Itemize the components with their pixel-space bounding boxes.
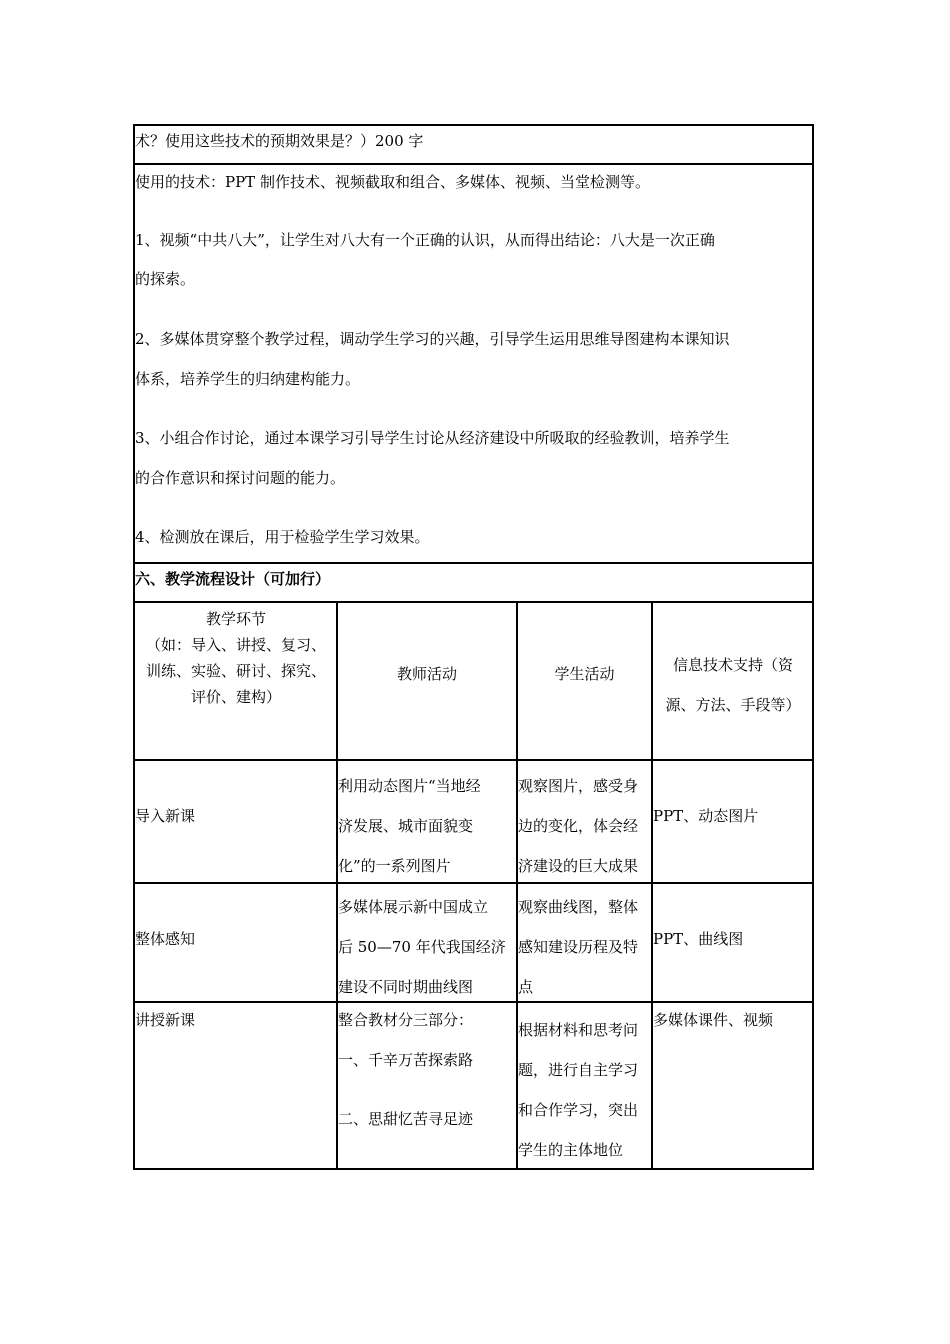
row-student-line: 和合作学习，突出 bbox=[518, 1101, 639, 1119]
row-teacher-line: 一、千辛万苦探索路 bbox=[338, 1051, 474, 1069]
row-teacher-line: 多媒体展示新中国成立 bbox=[338, 898, 489, 916]
technology-point-4: 4、检测放在课后，用于检验学生学习效果。 bbox=[135, 528, 430, 546]
row-divider bbox=[133, 163, 814, 165]
header-tech bbox=[653, 645, 813, 725]
row-teacher-line: 利用动态图片“当地经 bbox=[338, 777, 481, 795]
header-stage-line: 评价、建构） bbox=[190, 688, 281, 706]
row-tech: 多媒体课件、视频 bbox=[653, 1011, 774, 1029]
header-stage-line: （如：导入、讲授、复习、 bbox=[145, 636, 326, 654]
row-stage: 整体感知 bbox=[135, 930, 196, 948]
header-stage-line: 训练、实验、研讨、探究、 bbox=[145, 662, 326, 680]
row-student-line: 边的变化，体会经 bbox=[518, 817, 639, 835]
row-student-line: 点 bbox=[518, 978, 534, 996]
section-title: 六、教学流程设计（可加行） bbox=[135, 570, 331, 588]
row-teacher-line: 化”的一系列图片 bbox=[338, 857, 451, 875]
row-stage: 导入新课 bbox=[135, 807, 196, 825]
row-teacher-line: 整合教材分三部分： bbox=[338, 1011, 474, 1029]
technology-point-1: 1、视频“中共八大”，让学生对八大有一个正确的认识，从而得出结论：八大是一次正确 bbox=[135, 231, 715, 249]
header-tech-line: 信息技术支持（资 bbox=[672, 656, 793, 674]
question-text: 术？使用这些技术的预期效果是？）200 字 bbox=[135, 132, 424, 150]
technology-point-2: 2、多媒体贯穿整个教学过程，调动学生学习的兴趣，引导学生运用思维导图建构本课知识 bbox=[135, 330, 730, 348]
header-teacher: 教师活动 bbox=[396, 665, 457, 683]
row-teacher bbox=[338, 1010, 473, 1129]
row-student-line: 根据材料和思考问 bbox=[518, 1021, 639, 1039]
row-teacher-line: 建设不同时期曲线图 bbox=[338, 978, 474, 996]
technology-point-3: 3、小组合作讨论，通过本课学习引导学生讨论从经济建设中所吸取的经验教训，培养学生 bbox=[135, 429, 730, 447]
header-stage-line: 教学环节 bbox=[205, 610, 266, 628]
row-divider bbox=[133, 759, 814, 761]
row-divider bbox=[133, 601, 814, 603]
technology-point-1-cont: 的探索。 bbox=[135, 270, 196, 288]
row-tech: PPT、动态图片 bbox=[653, 807, 759, 825]
technology-intro: 使用的技术：PPT 制作技术、视频截取和组合、多媒体、视频、当堂检测等。 bbox=[135, 173, 650, 191]
technology-point-3-cont: 的合作意识和探讨问题的能力。 bbox=[135, 469, 346, 487]
technology-point-2-cont: 体系，培养学生的归纳建构能力。 bbox=[135, 370, 361, 388]
row-student-line: 观察曲线图，整体 bbox=[518, 898, 639, 916]
row-student-line: 观察图片，感受身 bbox=[518, 777, 639, 795]
row-student-line: 感知建设历程及特 bbox=[518, 938, 639, 956]
row-teacher-line: 后 50—70 年代我国经济 bbox=[338, 938, 506, 956]
row-student-line: 题，进行自主学习 bbox=[518, 1061, 639, 1079]
row-teacher-line: 二、思甜忆苦寻足迹 bbox=[338, 1110, 474, 1128]
row-teacher bbox=[338, 766, 481, 886]
row-divider bbox=[133, 562, 814, 564]
row-student bbox=[518, 1010, 638, 1170]
header-student: 学生活动 bbox=[554, 665, 615, 683]
row-teacher-line: 济发展、城市面貌变 bbox=[338, 817, 474, 835]
row-stage: 讲授新课 bbox=[135, 1011, 196, 1029]
header-tech-line: 源、方法、手段等） bbox=[665, 696, 801, 714]
row-teacher bbox=[338, 887, 506, 1007]
row-student bbox=[518, 887, 638, 1007]
row-tech: PPT、曲线图 bbox=[653, 930, 744, 948]
row-student-line: 学生的主体地位 bbox=[518, 1141, 624, 1159]
row-student bbox=[518, 766, 638, 886]
row-student-line: 济建设的巨大成果 bbox=[518, 857, 639, 875]
header-stage bbox=[136, 606, 336, 710]
